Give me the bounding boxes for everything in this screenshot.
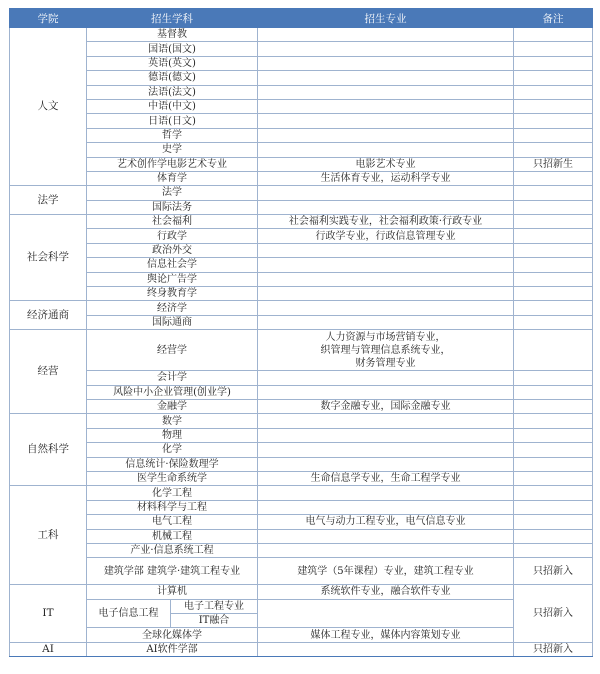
- table-row: [10, 428, 593, 442]
- note-cell: 只招新入: [514, 585, 593, 643]
- subject-cell: 国际通商: [87, 315, 258, 329]
- table-row: [10, 486, 593, 500]
- subject-cell: 德语(德文): [87, 71, 258, 85]
- header-row: [10, 9, 593, 28]
- note-cell: [514, 28, 593, 42]
- subject-cell: 材料科学与工程: [87, 500, 258, 514]
- table-row: [10, 330, 593, 371]
- major-cell: [258, 287, 514, 301]
- note-cell: [514, 371, 593, 385]
- note-cell: [514, 543, 593, 557]
- subject-cell: 电子信息工程: [87, 599, 171, 628]
- note-cell: [514, 171, 593, 185]
- table-row: [10, 642, 593, 656]
- note-cell: [514, 315, 593, 329]
- note-cell: [514, 71, 593, 85]
- table-row: [10, 558, 593, 585]
- subject-cell: 国语(国文): [87, 42, 258, 56]
- major-cell: [258, 114, 514, 128]
- note-cell: [514, 428, 593, 442]
- table-row: [10, 200, 593, 214]
- subject-cell: 金融学: [87, 399, 258, 413]
- major-cell: [258, 385, 514, 399]
- sub-subject-cell: IT融合: [171, 614, 258, 628]
- table-row: [10, 471, 593, 485]
- major-cell: [258, 85, 514, 99]
- note-cell: [514, 486, 593, 500]
- college-business: 经营: [10, 330, 87, 414]
- note-cell: [514, 99, 593, 113]
- table-row: [10, 315, 593, 329]
- college-engineering: 工科: [10, 486, 87, 585]
- table-row: [10, 301, 593, 315]
- table-row: [10, 599, 593, 613]
- table-row: [10, 186, 593, 200]
- note-cell: [514, 128, 593, 142]
- note-cell: [514, 200, 593, 214]
- major-cell: [258, 272, 514, 286]
- table-row: [10, 515, 593, 529]
- note-cell: [514, 457, 593, 471]
- subject-cell: 建筑学部 建筑学·建筑工程专业: [87, 558, 258, 585]
- subject-cell: 产业·信息系统工程: [87, 543, 258, 557]
- subject-cell: 行政学: [87, 229, 258, 243]
- college-natural-science: 自然科学: [10, 414, 87, 486]
- note-cell: [514, 272, 593, 286]
- subject-cell: 舆论广告学: [87, 272, 258, 286]
- table-row: [10, 287, 593, 301]
- note-cell: [514, 414, 593, 428]
- subject-cell: 英语(英文): [87, 56, 258, 70]
- note-cell: [514, 330, 593, 371]
- table-row: [10, 215, 593, 229]
- header-subject: 招生学科: [87, 9, 258, 28]
- note-cell: [514, 215, 593, 229]
- subject-cell: 终身教育学: [87, 287, 258, 301]
- note-cell: [514, 85, 593, 99]
- note-cell: 只招新入: [514, 642, 593, 656]
- college-humanities: 人文: [10, 28, 87, 186]
- major-cell: [258, 330, 514, 371]
- table-row: [10, 28, 593, 42]
- subject-cell: 政治外交: [87, 243, 258, 257]
- major-cell: [258, 642, 514, 656]
- table-row: [10, 457, 593, 471]
- major-cell: [258, 529, 514, 543]
- table-row: [10, 71, 593, 85]
- college-economics: 经济通商: [10, 301, 87, 330]
- sub-subject-cell: 电子工程专业: [171, 599, 258, 613]
- subject-cell: 信息统计·保险数理学: [87, 457, 258, 471]
- major-cell: 电气与动力工程专业，电气信息专业: [258, 515, 514, 529]
- subject-cell: 物理: [87, 428, 258, 442]
- college-social-science: 社会科学: [10, 215, 87, 301]
- subject-cell: 法学: [87, 186, 258, 200]
- major-cell: [258, 200, 514, 214]
- subject-cell: 体育学: [87, 171, 258, 185]
- table-row: [10, 500, 593, 514]
- table-row: [10, 143, 593, 157]
- note-cell: [514, 443, 593, 457]
- major-cell: 社会福利实践专业，社会福利政策·行政专业: [258, 215, 514, 229]
- subject-cell: 化学: [87, 443, 258, 457]
- note-cell: [514, 243, 593, 257]
- header-major: 招生专业: [258, 9, 514, 28]
- major-cell: [258, 543, 514, 557]
- table-row: [10, 272, 593, 286]
- major-cell: [258, 500, 514, 514]
- subject-cell: 化学工程: [87, 486, 258, 500]
- major-cell: 数字金融专业，国际金融专业: [258, 399, 514, 413]
- major-cell: [258, 28, 514, 42]
- college-ai: AI: [10, 642, 87, 656]
- table-row: [10, 229, 593, 243]
- note-cell: [514, 229, 593, 243]
- subject-cell: 哲学: [87, 128, 258, 142]
- table-row: [10, 371, 593, 385]
- subject-cell: 会计学: [87, 371, 258, 385]
- subject-cell: AI软件学部: [87, 642, 258, 656]
- note-cell: [514, 114, 593, 128]
- major-cell: [258, 371, 514, 385]
- table-row: [10, 99, 593, 113]
- note-cell: [514, 258, 593, 272]
- subject-cell: 风险中小企业管理(创业学): [87, 385, 258, 399]
- major-cell: [258, 186, 514, 200]
- table-row: [10, 114, 593, 128]
- major-cell: [258, 428, 514, 442]
- major-cell: 系统软件专业，融合软件专业: [258, 585, 514, 599]
- table-row: [10, 128, 593, 142]
- major-cell: [258, 599, 514, 628]
- major-cell: [258, 414, 514, 428]
- note-cell: [514, 42, 593, 56]
- major-cell: [258, 301, 514, 315]
- header-college: 学院: [10, 9, 87, 28]
- major-cell: [258, 99, 514, 113]
- major-cell: [258, 443, 514, 457]
- note-cell: [514, 301, 593, 315]
- college-law: 法学: [10, 186, 87, 215]
- header-note: 备注: [514, 9, 593, 28]
- subject-cell: 国际法务: [87, 200, 258, 214]
- note-cell: [514, 385, 593, 399]
- table-row: [10, 157, 593, 171]
- note-cell: [514, 529, 593, 543]
- major-line: 织管理与管理信息系统专业，: [320, 344, 451, 356]
- table-row: [10, 399, 593, 413]
- subject-cell: 艺术创作学电影艺术专业: [87, 157, 258, 171]
- note-cell: [514, 186, 593, 200]
- major-cell: [258, 486, 514, 500]
- table-row: [10, 529, 593, 543]
- major-cell: 行政学专业，行政信息管理专业: [258, 229, 514, 243]
- note-cell: [514, 399, 593, 413]
- major-cell: [258, 71, 514, 85]
- subject-cell: 计算机: [87, 585, 258, 599]
- table-row: [10, 85, 593, 99]
- subject-cell: 中语(中文): [87, 99, 258, 113]
- major-cell: [258, 243, 514, 257]
- table-row: [10, 243, 593, 257]
- major-cell: 电影艺术专业: [258, 157, 514, 171]
- note-cell: [514, 515, 593, 529]
- table-row: [10, 543, 593, 557]
- subject-cell: 信息社会学: [87, 258, 258, 272]
- major-cell: [258, 42, 514, 56]
- note-cell: 只招新生: [514, 157, 593, 171]
- subject-cell: 基督教: [87, 28, 258, 42]
- major-cell: [258, 457, 514, 471]
- subject-cell: 经营学: [87, 330, 258, 371]
- subject-cell: 全球化媒体学: [87, 628, 258, 642]
- subject-cell: 社会福利: [87, 215, 258, 229]
- subject-cell: 日语(日文): [87, 114, 258, 128]
- major-cell: [258, 143, 514, 157]
- subject-cell: 法语(法文): [87, 85, 258, 99]
- table-row: [10, 42, 593, 56]
- table-row: [10, 585, 593, 599]
- note-cell: [514, 500, 593, 514]
- subject-cell: 电气工程: [87, 515, 258, 529]
- note-cell: [514, 143, 593, 157]
- major-cell: 媒体工程专业，媒体内容策划专业: [258, 628, 514, 642]
- table-row: [10, 56, 593, 70]
- subject-cell: 机械工程: [87, 529, 258, 543]
- table-row: [10, 171, 593, 185]
- college-it: IT: [10, 585, 87, 643]
- table-row: [10, 628, 593, 642]
- subject-cell: 数学: [87, 414, 258, 428]
- note-cell: [514, 56, 593, 70]
- table-row: [10, 443, 593, 457]
- major-line: 财务管理专业: [355, 357, 416, 369]
- note-cell: 只招新入: [514, 558, 593, 585]
- table-row: [10, 414, 593, 428]
- major-cell: 生命信息学专业，生命工程学专业: [258, 471, 514, 485]
- major-cell: [258, 315, 514, 329]
- subject-cell: 经济学: [87, 301, 258, 315]
- major-line: 人力资源与市场营销专业，: [325, 331, 446, 343]
- subject-cell: 医学生命系统学: [87, 471, 258, 485]
- major-cell: 建筑学（5年课程）专业，建筑工程专业: [258, 558, 514, 585]
- admissions-table: [9, 8, 593, 657]
- subject-cell: 史学: [87, 143, 258, 157]
- major-cell: [258, 56, 514, 70]
- major-cell: [258, 258, 514, 272]
- table-row: [10, 258, 593, 272]
- table-row: [10, 385, 593, 399]
- major-cell: [258, 128, 514, 142]
- note-cell: [514, 471, 593, 485]
- note-cell: [514, 287, 593, 301]
- major-cell: 生活体育专业，运动科学专业: [258, 171, 514, 185]
